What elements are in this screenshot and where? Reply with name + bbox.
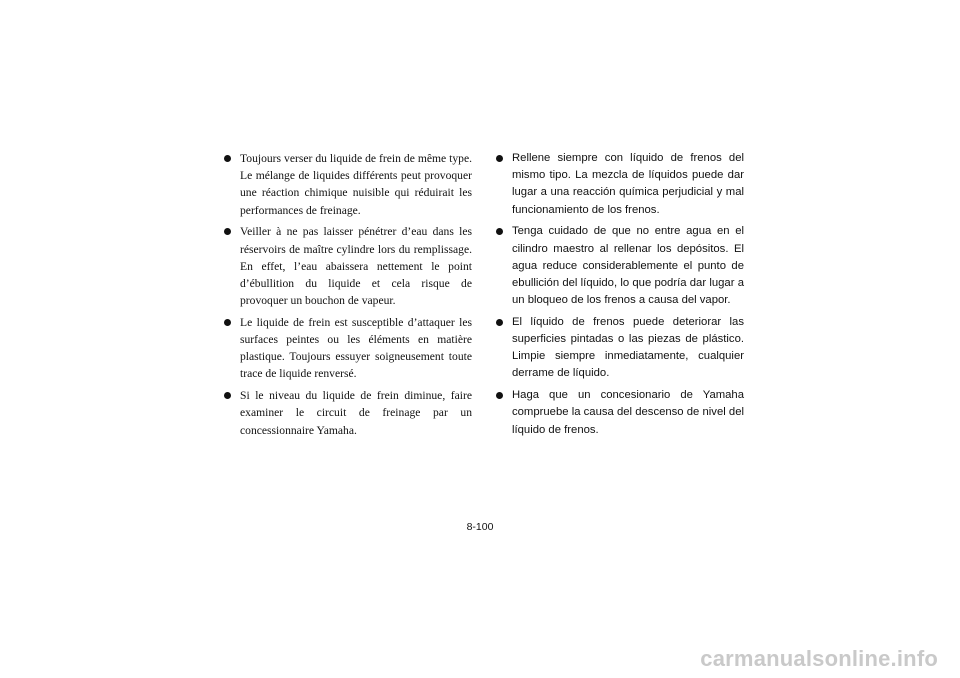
bullet-icon — [224, 319, 231, 326]
list-item — [222, 387, 472, 439]
list-item — [222, 223, 472, 309]
list-item — [222, 314, 472, 383]
bullet-icon — [496, 155, 503, 162]
list-item — [494, 223, 744, 309]
list-item-text: Toujours verser du liquide de frein de même type. Le mélange de liquides différents peut provoquer une réaction chimique nuisible qui réduirait les performances de freinage. — [240, 152, 472, 217]
bullet-icon — [224, 155, 231, 162]
list-item-text: El líquido de frenos puede deteriorar las superficies pintadas o las piezas de plástico. Limpie siempre inmediatamente, cualquier derrame de líquido. — [512, 315, 744, 380]
bullet-icon — [496, 228, 503, 235]
list-item-text: Tenga cuidado de que no entre agua en el cilindro maestro al rellenar los depósitos. El agua reduce considerablemente el punto de ebullición del líquido, lo que podría dar lugar a un bloqueo de los frenos a causa del vapor. — [512, 225, 744, 307]
list-item — [494, 150, 744, 219]
bullet-icon — [496, 319, 503, 326]
list-item-text: Veiller à ne pas laisser pénétrer d’eau dans les réservoirs de maître cylindre lors du remplissage. En effet, l’eau abaissera nettement le point d’ébullition du liquide et cela risque de provoquer un bouchon de vapeur. — [240, 225, 472, 308]
bullet-icon — [496, 392, 503, 399]
french-column — [222, 150, 472, 443]
list-item-text: Rellene siempre con líquido de frenos del mismo tipo. La mezcla de líquidos puede dar lugar a una reacción química perjudicial y mal funcionamiento de los frenos. — [512, 152, 744, 216]
list-item — [494, 314, 744, 383]
spanish-column — [494, 150, 744, 443]
bullet-icon — [224, 392, 231, 399]
list-item-text: Haga que un concesionario de Yamaha compruebe la causa del descenso de nivel del líquido de frenos. — [512, 389, 744, 436]
page-number: 8-100 — [466, 521, 494, 533]
list-item-text: Le liquide de frein est susceptible d’attaquer les surfaces peintes ou les éléments en matière plastique. Toujours essuyer soigneusement toute trace de liquide renversé. — [240, 315, 472, 381]
list-item — [494, 387, 744, 439]
list-item — [222, 150, 472, 219]
list-item-text: Si le niveau du liquide de frein diminue, faire examiner le circuit de freinage par un concessionnaire Yamaha. — [240, 389, 472, 437]
watermark: carmanualsonline.info — [700, 646, 938, 671]
bullet-icon — [224, 228, 231, 235]
